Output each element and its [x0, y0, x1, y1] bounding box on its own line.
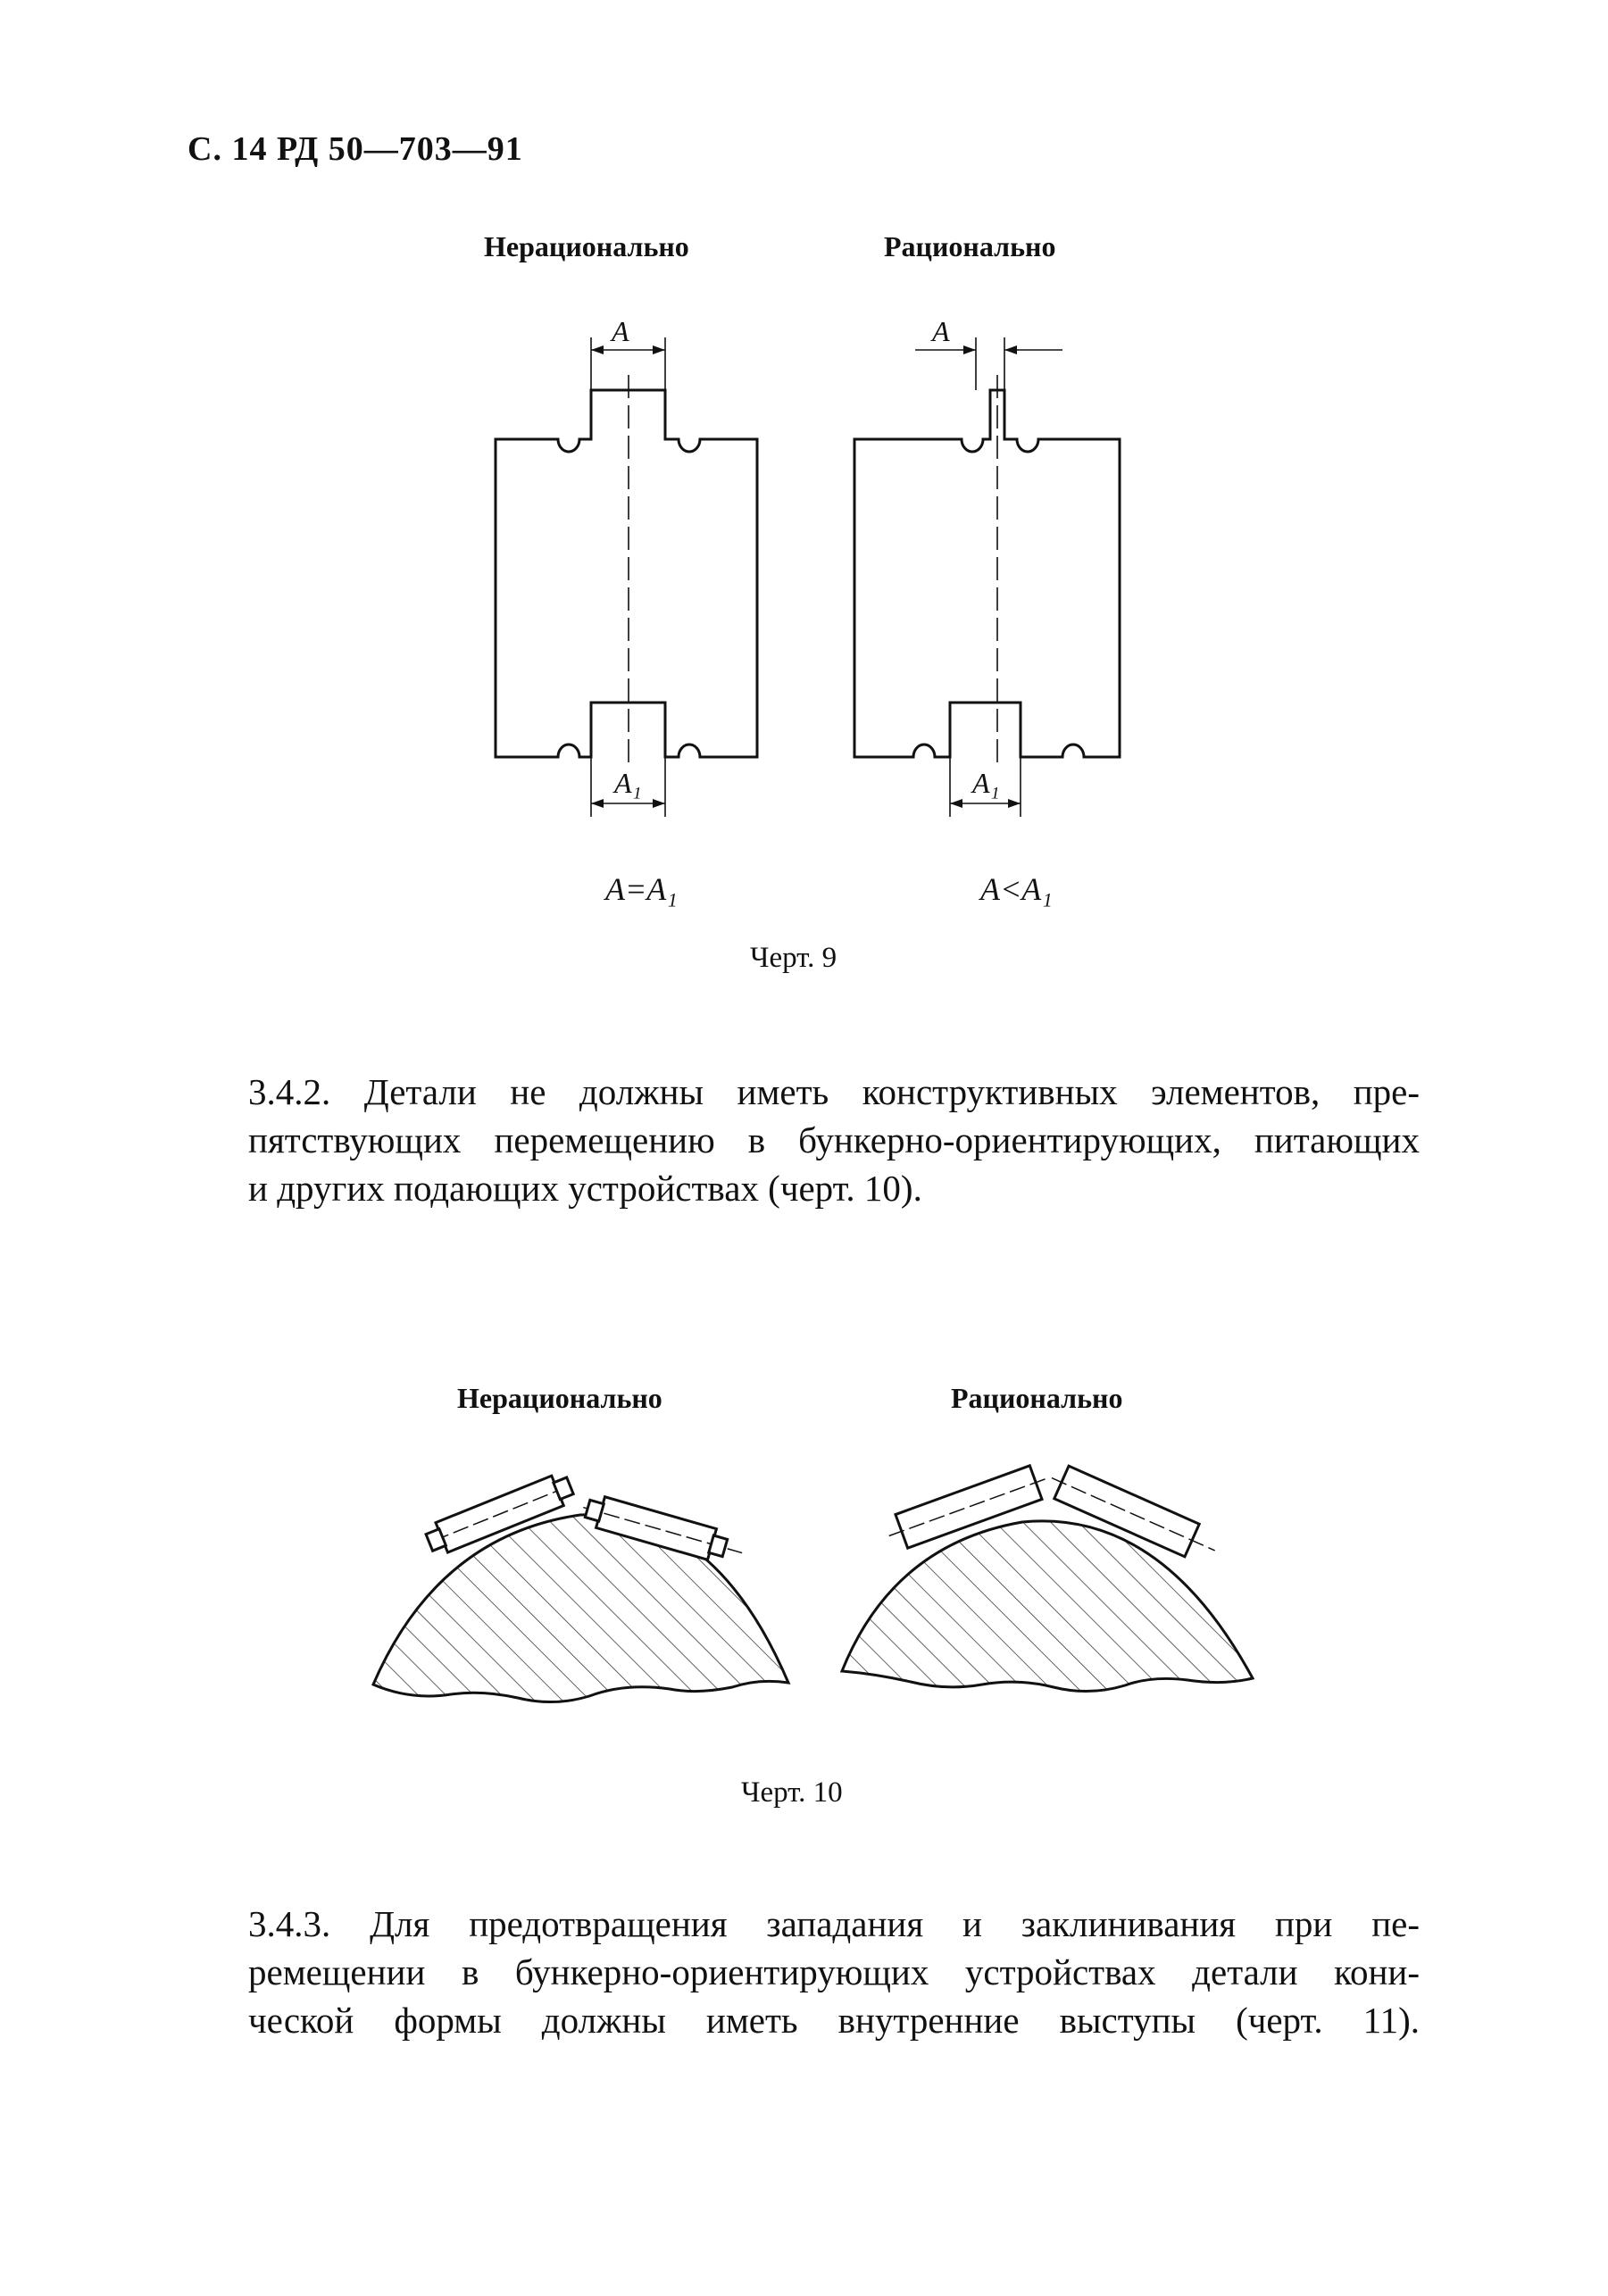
paragraph-line: 3.4.3. Для предотвращения западания и заклинивания при пе-	[248, 1903, 1420, 1944]
fig9-right-relation: A<A₁	[980, 871, 1053, 907]
paragraph-line: ческой формы должны иметь внутренние выступы (черт. 11).	[248, 2000, 1420, 2041]
paragraph-line: и других подающих устройствах (черт. 10).	[248, 1168, 922, 1209]
paragraph-3-4-3	[248, 1900, 1420, 2044]
fig10-right-part	[842, 1461, 1253, 1692]
fig9-left-label-a1: A₁	[614, 767, 642, 799]
paragraph-line: пятствующих перемещению в бункерно-ориентирующих, питающих	[248, 1119, 1420, 1160]
fig9-left-title: Нерационально	[484, 230, 689, 262]
fig9-right-label-a1: A₁	[972, 767, 1000, 799]
fig10-caption: Черт. 10	[741, 1776, 843, 1809]
fig10-left-title: Нерационально	[457, 1382, 662, 1414]
fig9-right-label-a: A	[932, 315, 950, 347]
page-header: С. 14 РД 50—703—91	[187, 130, 523, 168]
fig9-left-label-a: A	[612, 315, 629, 347]
fig9-left-relation: A=A₁	[605, 871, 678, 907]
fig10-left-part	[373, 1471, 788, 1702]
fig9-drawing	[0, 0, 1608, 982]
paragraph-line: 3.4.2. Детали не должны иметь конструктивных элементов, пре-	[248, 1071, 1420, 1112]
fig9-left-part	[496, 337, 757, 817]
paragraph-line: ремещении в бункерно-ориентирующих устройствах детали кони-	[248, 1951, 1420, 1992]
fig9-right-part	[854, 337, 1120, 817]
fig9-caption: Черт. 9	[750, 942, 837, 974]
fig9-right-title: Рационально	[884, 230, 1056, 262]
paragraph-3-4-2	[248, 1068, 1420, 1212]
fig10-right-title: Рационально	[951, 1382, 1123, 1414]
fig10-drawing	[0, 1428, 1608, 1732]
